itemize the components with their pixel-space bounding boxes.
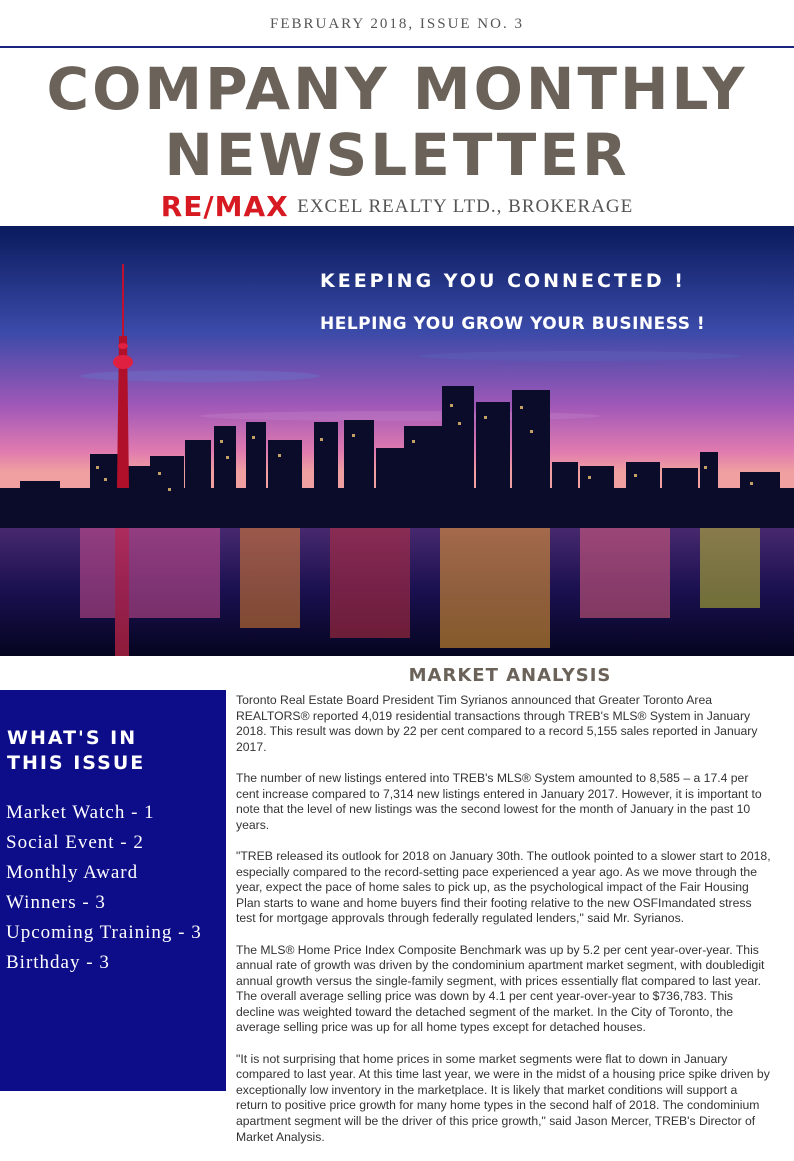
contents-item-social-event: Social Event - 2 xyxy=(6,832,144,853)
contents-list xyxy=(6,798,202,978)
remax-logo: RE/MAX xyxy=(160,190,289,223)
sidebar-heading-line-2: THIS ISSUE xyxy=(7,752,146,774)
contents-item-market-watch: Market Watch - 1 xyxy=(6,802,155,823)
article-paragraph: The number of new listings entered into TREB's MLS® System amounted to 8,585 – a 17.4 per cent increase compared to 7,314 new listings entered in January 2017. However, it is important to note that the level of new listings was the second lowest for the month of January in the past 10 years. xyxy=(236,770,762,832)
hero-image xyxy=(0,226,794,656)
contents-item-birthday: Birthday - 3 xyxy=(6,952,110,973)
market-analysis-article xyxy=(236,693,772,1161)
market-analysis-heading: MARKET ANALYSIS xyxy=(408,665,612,686)
contents-item-monthly-award: Monthly Award xyxy=(6,862,139,883)
article-paragraph: Toronto Real Estate Board President Tim Syrianos announced that Greater Toronto Area REALTORS® reported 4,019 residential transactions through TREB's MLS® System in January 2018. This result was down by 22 per cent compared to a record 5,155 sales reported in January 2017. xyxy=(236,693,758,754)
article-paragraph: "TREB released its outlook for 2018 on January 30th. The outlook pointed to a slower start to 2018, especially compared to the record-setting pace experienced a year ago. As we move through the year, expect the pace of home sales to pick up, as the psychological impact of the Fair Housing Plan starts to wane and home buyers find their footing relative to the new OSFImandated stress test for mortgage approvals through federally regulated lenders," said Mr. Syrianos. xyxy=(236,848,771,926)
newsletter-title xyxy=(0,56,794,188)
brokerage-name: EXCEL REALTY LTD., BROKERAGE xyxy=(297,195,634,217)
title-line-2: NEWSLETTER xyxy=(164,121,630,189)
article-paragraph: "It is not surprising that home prices in some market segments were flat to down in January compared to last year. At this time last year, we were in the midst of a housing price spike driven by exceptionally low inventory in the marketplace. It is likely that market conditions will support a return to positive price growth for many home types in the second half of 2018. The condominium apartment segment will be the driver of this price growth," said Jason Mercer, TREB's Director of Market Analysis. xyxy=(236,1051,770,1144)
header-divider xyxy=(0,46,794,48)
sidebar-heading xyxy=(7,726,145,776)
tagline-grow: HELPING YOU GROW YOUR BUSINESS ! xyxy=(320,314,706,334)
contents-item-upcoming-training: Upcoming Training - 3 xyxy=(6,922,202,943)
tagline-connected: KEEPING YOU CONNECTED ! xyxy=(320,270,686,292)
issue-contents-sidebar xyxy=(0,690,226,1091)
article-paragraph: The MLS® Home Price Index Composite Benchmark was up by 5.2 per cent year-over-year. This annual rate of growth was driven by the condominium apartment market segment, with doubledigit annual growth versus the single-family segment, with prices essentially flat compared to last year. The overall average selling price was down by 4.1 per cent year-over-year to $736,783. This decline was weighted toward the detached segment of the market. In the City of Toronto, the average selling price was up for all home types except for detached houses. xyxy=(236,942,765,1035)
issue-line: FEBRUARY 2018, ISSUE NO. 3 xyxy=(270,16,524,32)
title-line-1: COMPANY MONTHLY xyxy=(46,55,748,123)
sidebar-heading-line-1: WHAT'S IN xyxy=(7,727,138,749)
contents-item-winners: Winners - 3 xyxy=(6,892,106,913)
brand-row xyxy=(0,190,794,223)
